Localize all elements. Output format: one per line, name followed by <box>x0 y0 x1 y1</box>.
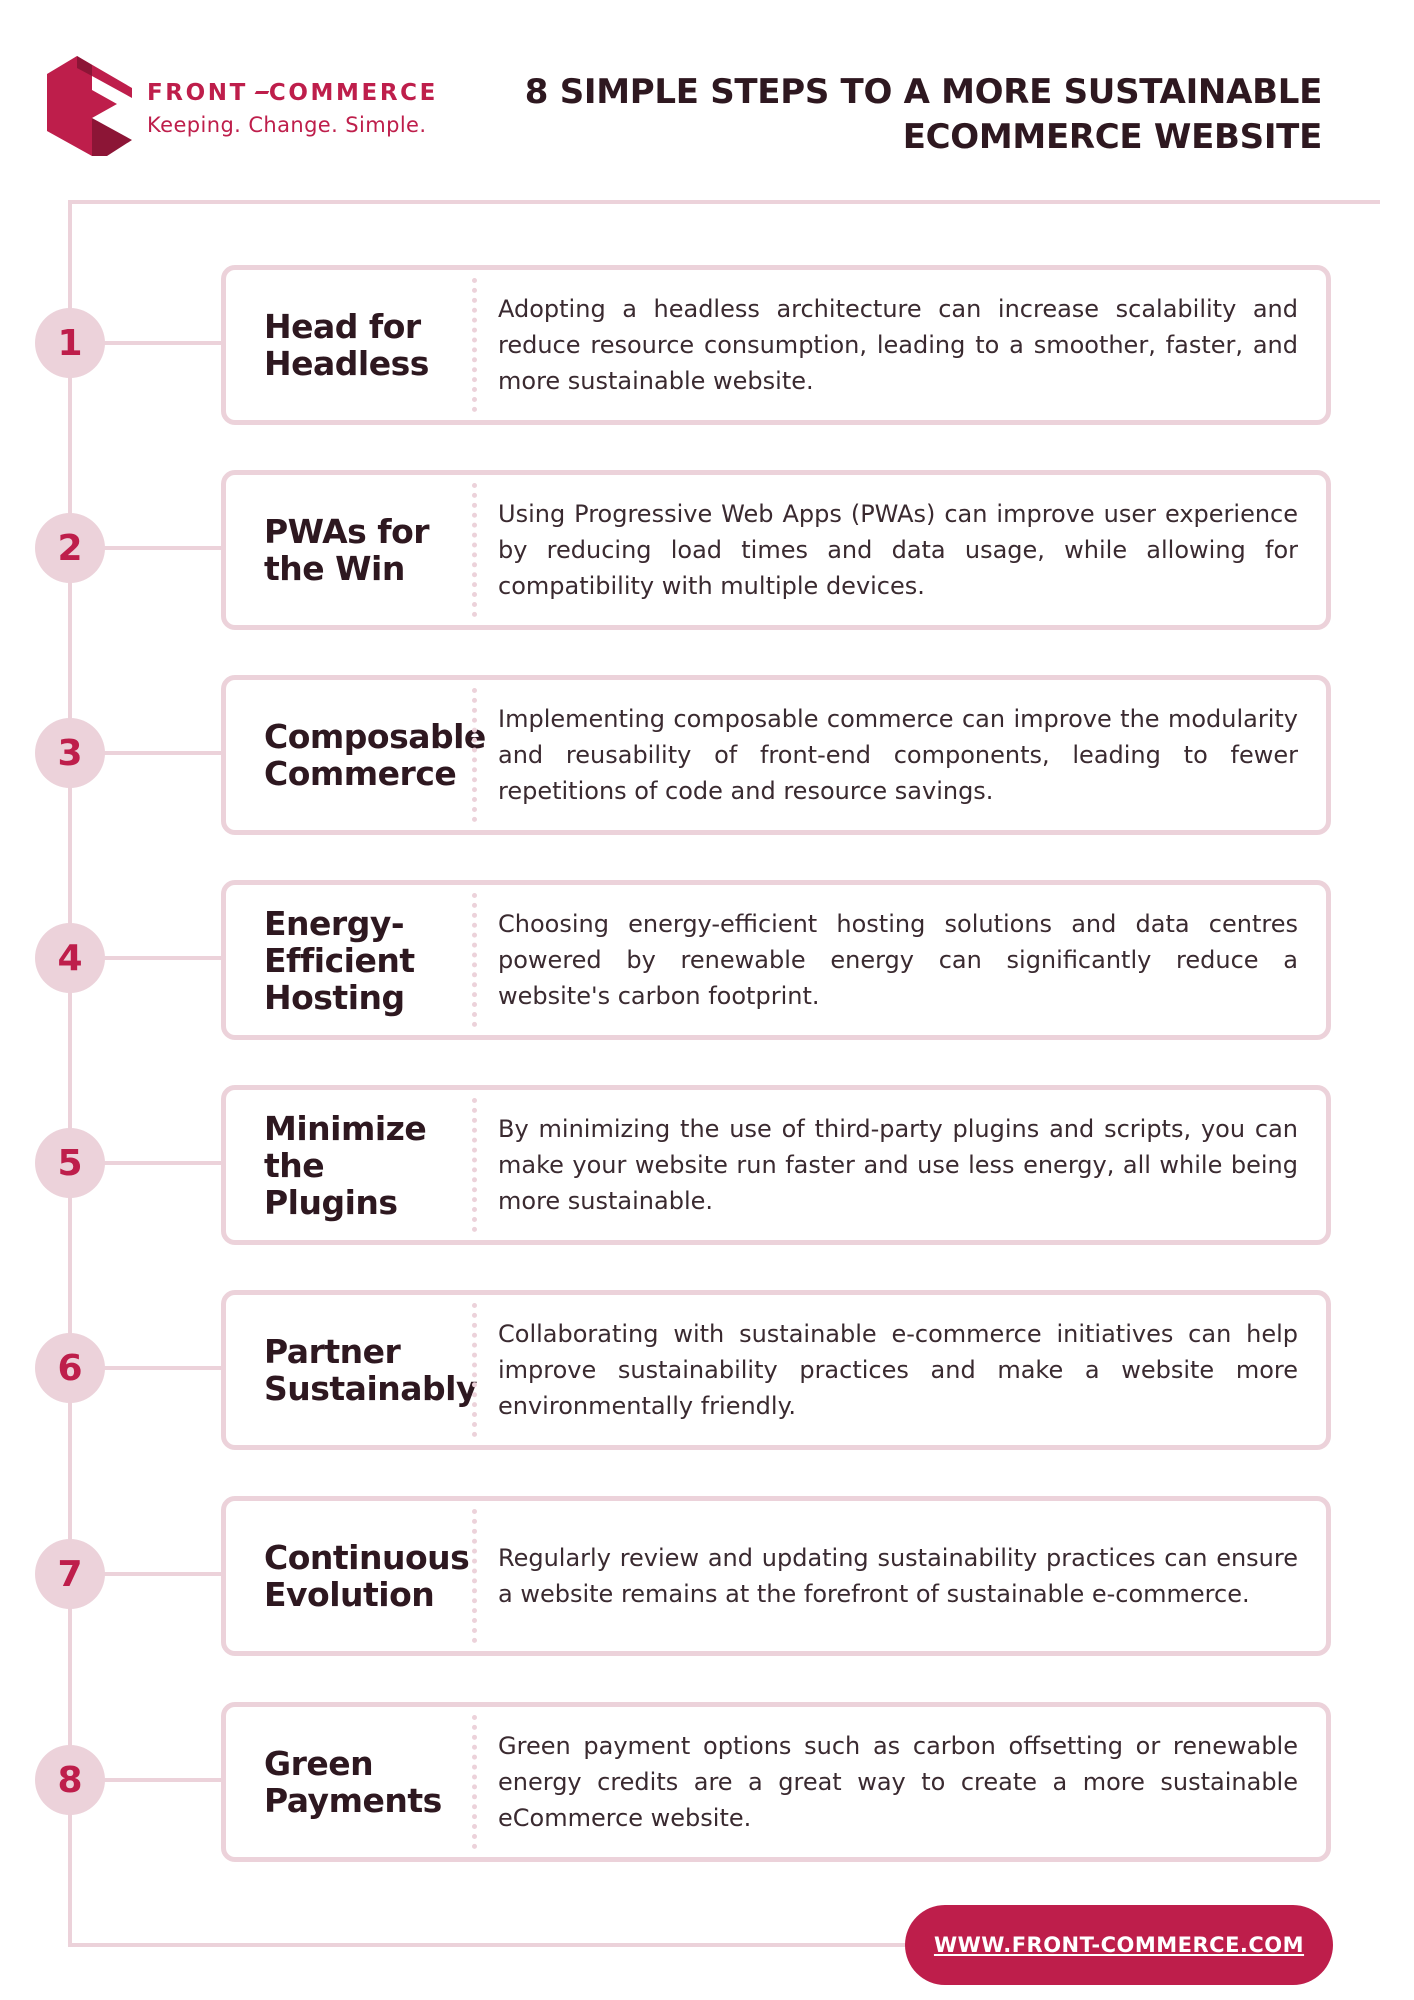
step-card <box>221 470 1331 630</box>
step-description: Collaborating with sustainable e-commerce initiatives can help improve sustainability practices and make a website more environmentally friendly. <box>498 1320 1298 1420</box>
step-title: Partner Sustainably <box>264 1332 477 1408</box>
step-title: Composable Commerce <box>264 717 486 793</box>
step-description: By minimizing the use of third-party plugins and scripts, you can make your website run faster and use less energy, all while being more sustainable. <box>498 1115 1298 1215</box>
step-description: Implementing composable commerce can improve the modularity and reusability of front-end components, leading to fewer repetitions of code and resource savings. <box>498 705 1298 805</box>
step-number-badge: 1 <box>35 308 105 378</box>
step-divider <box>472 1509 477 1643</box>
step-divider <box>472 1303 477 1437</box>
step-card <box>221 675 1331 835</box>
step-description: Adopting a headless architecture can increase scalability and reduce resource consumption, leading to a smoother, faster, and more sustainable website. <box>498 295 1298 395</box>
step-number-badge: 6 <box>35 1333 105 1403</box>
timeline-vertical-line <box>68 200 72 1947</box>
step-title: Head for Headless <box>264 307 429 383</box>
timeline-top-line <box>68 200 1380 204</box>
step-divider <box>472 1098 477 1232</box>
step-divider <box>472 1715 477 1849</box>
step-card <box>221 1085 1331 1245</box>
step-connector <box>100 1161 224 1165</box>
page-title: 8 SIMPLE STEPS TO A MORE SUSTAINABLE ECOMMERCE WEBSITE <box>524 72 1322 157</box>
step-title: Minimize the Plugins <box>264 1108 427 1222</box>
step-description: Choosing energy-efficient hosting solutions and data centres powered by renewable energy can significantly reduce a website's carbon footprint. <box>498 910 1298 1010</box>
step-title: PWAs for the Win <box>264 512 430 588</box>
step-card <box>221 1496 1331 1656</box>
step-title: Continuous Evolution <box>264 1538 470 1614</box>
step-divider <box>472 688 477 822</box>
step-connector <box>100 341 224 345</box>
front-commerce-logo-icon <box>47 56 132 156</box>
step-card <box>221 265 1331 425</box>
step-connector <box>100 956 224 960</box>
step-connector <box>100 1366 224 1370</box>
step-number-badge: 3 <box>35 718 105 788</box>
step-description: Regularly review and updating sustainability practices can ensure a website remains at the forefront of sustainable e-commerce. <box>498 1544 1298 1608</box>
step-description: Green payment options such as carbon offsetting or renewable energy credits are a great way to create a more sustainable eCommerce website. <box>498 1732 1298 1832</box>
brand-separator <box>255 91 270 94</box>
step-title: Green Payments <box>264 1744 442 1820</box>
timeline-bottom-line <box>68 1943 908 1947</box>
step-card <box>221 1702 1331 1862</box>
step-divider <box>472 893 477 1027</box>
step-title: Energy-Efficient Hosting <box>264 903 415 1017</box>
step-divider <box>472 278 477 412</box>
step-card <box>221 1290 1331 1450</box>
step-connector <box>100 1572 224 1576</box>
step-number-badge: 5 <box>35 1128 105 1198</box>
step-divider <box>472 483 477 617</box>
step-connector <box>100 546 224 550</box>
brand-tagline: Keeping. Change. Simple. <box>147 113 427 137</box>
brand-name: FRONT COMMERCE <box>147 80 438 106</box>
step-number-badge: 2 <box>35 513 105 583</box>
step-number-badge: 7 <box>35 1539 105 1609</box>
step-description: Using Progressive Web Apps (PWAs) can improve user experience by reducing load times and data usage, while allowing for compatibility with multiple devices. <box>498 500 1298 600</box>
step-number-badge: 8 <box>35 1745 105 1815</box>
step-connector <box>100 1778 224 1782</box>
step-connector <box>100 751 224 755</box>
step-number-badge: 4 <box>35 923 105 993</box>
step-card <box>221 880 1331 1040</box>
website-link-button[interactable]: WWW.FRONT-COMMERCE.COM <box>905 1905 1333 1985</box>
